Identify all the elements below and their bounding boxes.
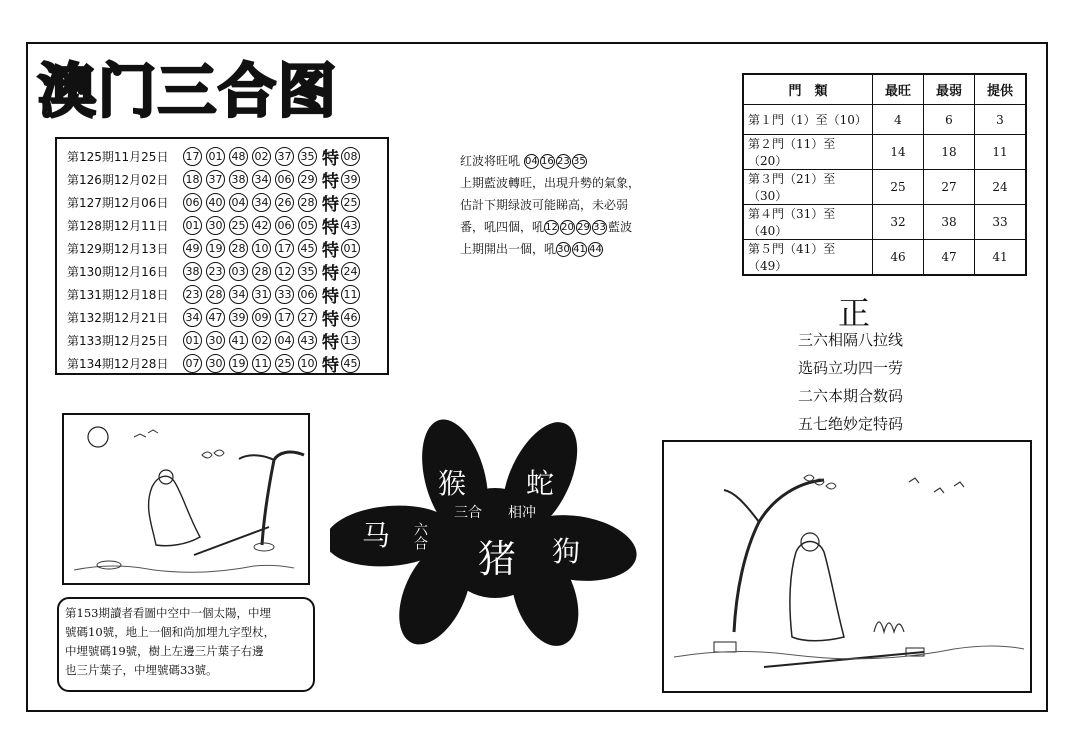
- hint-number-ball: 23: [556, 154, 571, 169]
- number-ball: 28: [298, 193, 317, 212]
- special-number-ball: 08: [341, 147, 360, 166]
- number-ball: 34: [252, 193, 271, 212]
- draw-label: 第126期12月02日: [67, 173, 169, 187]
- hint-number-ball: 30: [556, 242, 571, 257]
- number-ball: 02: [252, 331, 271, 350]
- riddle-line: 號碼10號，地上一個和尚加埋九字型杖，: [65, 625, 276, 639]
- draw-label: 第133期12月25日: [67, 334, 169, 348]
- number-ball: 01: [206, 147, 225, 166]
- grass-icon: [874, 622, 904, 632]
- draw-label: 第127期12月06日: [67, 196, 169, 210]
- hint-number-ball: 41: [572, 242, 587, 257]
- staff-icon: [194, 527, 269, 555]
- low-cell: 6: [924, 105, 975, 135]
- draw-row: [67, 260, 387, 283]
- number-ball: 01: [183, 216, 202, 235]
- number-ball: 07: [183, 354, 202, 373]
- poem: [798, 326, 903, 438]
- special-number-ball: 43: [341, 216, 360, 235]
- monk-figure-icon: [149, 476, 200, 546]
- gates-table-row: [743, 170, 1026, 205]
- hint-line-4-text: 番，吼四個，吼: [460, 220, 545, 234]
- number-ball: 41: [229, 331, 248, 350]
- number-ball: 28: [229, 239, 248, 258]
- hint-line-4: [460, 216, 680, 238]
- number-ball: 23: [206, 262, 225, 281]
- special-number-ball: 39: [341, 170, 360, 189]
- low-cell: 38: [924, 205, 975, 240]
- tree-icon: [262, 452, 304, 545]
- draw-row: [67, 145, 387, 168]
- low-cell: 27: [924, 170, 975, 205]
- special-number-ball: 45: [341, 354, 360, 373]
- hint-number-ball: 20: [560, 220, 575, 235]
- draw-label: 第134期12月28日: [67, 357, 169, 371]
- monk-illustration: [62, 413, 310, 585]
- special-label: 特: [322, 218, 339, 238]
- number-ball: 19: [206, 239, 225, 258]
- scholar-illustration: [662, 440, 1032, 693]
- special-number-ball: 46: [341, 308, 360, 327]
- label-xiangchong: 相冲: [508, 505, 536, 521]
- number-ball: 12: [275, 262, 294, 281]
- high-cell: 4: [873, 105, 924, 135]
- gate-cell: 第４門（31）至（40）: [743, 205, 873, 240]
- low-cell: 18: [924, 135, 975, 170]
- number-ball: 01: [183, 331, 202, 350]
- give-cell: 3: [975, 105, 1027, 135]
- draw-row: [67, 352, 387, 375]
- gate-cell: 第２門（11）至（20）: [743, 135, 873, 170]
- tree-icon: [734, 480, 824, 632]
- give-cell: 24: [975, 170, 1027, 205]
- high-cell: 25: [873, 170, 924, 205]
- zodiac-dog: 狗: [552, 535, 581, 568]
- number-ball: 04: [229, 193, 248, 212]
- special-label: 特: [322, 287, 339, 307]
- high-cell: 32: [873, 205, 924, 240]
- scholar-drawing: [664, 442, 1030, 691]
- number-ball: 47: [206, 308, 225, 327]
- number-ball: 38: [229, 170, 248, 189]
- label-sanhe: 三合: [454, 505, 482, 521]
- number-ball: 18: [183, 170, 202, 189]
- special-label: 特: [322, 149, 339, 169]
- draw-row: [67, 214, 387, 237]
- hint-number-ball: 35: [572, 154, 587, 169]
- number-ball: 34: [252, 170, 271, 189]
- number-ball: 06: [183, 193, 202, 212]
- draw-results-panel: [55, 137, 389, 375]
- special-label: 特: [322, 195, 339, 215]
- header-low: 最弱: [924, 74, 975, 105]
- monk-drawing: [64, 415, 308, 583]
- number-ball: 34: [229, 285, 248, 304]
- number-ball: 25: [275, 354, 294, 373]
- riddle-line: 中埋號碼19號，樹上左邊三片葉子右邊: [65, 644, 264, 658]
- riddle-line: 第153期讀者看圖中空中一個太陽，中埋: [65, 606, 271, 620]
- special-label: 特: [322, 264, 339, 284]
- draw-row: [67, 329, 387, 352]
- zodiac-pig: 猪: [478, 537, 517, 581]
- number-ball: 06: [275, 170, 294, 189]
- number-ball: 37: [275, 147, 294, 166]
- number-ball: 49: [183, 239, 202, 258]
- gate-cell: 第３門（21）至（30）: [743, 170, 873, 205]
- number-ball: 19: [229, 354, 248, 373]
- number-ball: 42: [252, 216, 271, 235]
- hint-line-4-suffix: 藍波: [608, 220, 633, 234]
- scholar-figure-icon: [790, 542, 844, 641]
- poem-line: 选码立功四一劳: [798, 359, 904, 377]
- hint-number-ball: 16: [540, 154, 555, 169]
- number-ball: 28: [206, 285, 225, 304]
- hint-line-1-text: 红波将旺吼: [460, 154, 521, 168]
- hint-line-5: [460, 238, 680, 260]
- draw-row: [67, 168, 387, 191]
- gates-table-row: [743, 240, 1026, 276]
- draw-label: 第131期12月18日: [67, 288, 169, 302]
- number-ball: 06: [298, 285, 317, 304]
- low-cell: 47: [924, 240, 975, 276]
- draw-row: [67, 237, 387, 260]
- high-cell: 46: [873, 240, 924, 276]
- number-ball: 35: [298, 147, 317, 166]
- number-ball: 02: [252, 147, 271, 166]
- header-gate: 門 類: [743, 74, 873, 105]
- special-number-ball: 13: [341, 331, 360, 350]
- hint-number-ball: 33: [592, 220, 607, 235]
- number-ball: 30: [206, 331, 225, 350]
- give-cell: 11: [975, 135, 1027, 170]
- hint-line-5-text: 上期開出一個，吼: [460, 242, 557, 256]
- hint-line-2: 上期藍波轉旺，出現升勢的氣象，: [460, 176, 641, 190]
- number-ball: 17: [275, 239, 294, 258]
- wave-hint-text: [460, 150, 680, 260]
- number-ball: 34: [183, 308, 202, 327]
- poem-line: 三六相隔八拉线: [798, 331, 904, 349]
- hint-number-ball: 29: [576, 220, 591, 235]
- special-label: 特: [322, 172, 339, 192]
- number-ball: 35: [298, 262, 317, 281]
- number-ball: 30: [206, 216, 225, 235]
- number-ball: 28: [252, 262, 271, 281]
- riddle-line: 也三片葉子，中埋號碼33號。: [65, 663, 218, 677]
- zodiac-snake: 蛇: [526, 467, 555, 500]
- sun-icon: [88, 427, 108, 447]
- number-ball: 31: [252, 285, 271, 304]
- number-ball: 03: [229, 262, 248, 281]
- give-cell: 41: [975, 240, 1027, 276]
- number-ball: 45: [298, 239, 317, 258]
- number-ball: 30: [206, 354, 225, 373]
- number-ball: 09: [252, 308, 271, 327]
- number-ball: 39: [229, 308, 248, 327]
- gate-cell: 第５門（41）至（49）: [743, 240, 873, 276]
- page-title: 澳门三合图: [38, 57, 339, 125]
- number-ball: 37: [206, 170, 225, 189]
- draw-label: 第130期12月16日: [67, 265, 169, 279]
- poem-heading: 正: [838, 294, 871, 332]
- number-ball: 25: [229, 216, 248, 235]
- draw-label: 第132期12月21日: [67, 311, 169, 325]
- gates-table-row: [743, 135, 1026, 170]
- special-number-ball: 25: [341, 193, 360, 212]
- number-ball: 27: [298, 308, 317, 327]
- label-liuhe: 六合: [412, 522, 428, 550]
- gate-cell: 第１門（1）至（10）: [743, 105, 873, 135]
- number-ball: 40: [206, 193, 225, 212]
- hint-number-ball: 12: [544, 220, 559, 235]
- number-ball: 33: [275, 285, 294, 304]
- special-number-ball: 11: [341, 285, 360, 304]
- number-ball: 17: [183, 147, 202, 166]
- hint-line-1: [460, 150, 680, 172]
- number-ball: 23: [183, 285, 202, 304]
- number-ball: 06: [275, 216, 294, 235]
- number-ball: 48: [229, 147, 248, 166]
- gates-table: [742, 73, 1027, 276]
- special-label: 特: [322, 333, 339, 353]
- number-ball: 26: [275, 193, 294, 212]
- special-number-ball: 24: [341, 262, 360, 281]
- riddle-box: [57, 597, 315, 692]
- special-label: 特: [322, 241, 339, 261]
- gates-table-row: [743, 105, 1026, 135]
- number-ball: 10: [252, 239, 271, 258]
- number-ball: 29: [298, 170, 317, 189]
- poem-line: 五七绝妙定特码: [798, 415, 904, 433]
- special-label: 特: [322, 356, 339, 376]
- number-ball: 05: [298, 216, 317, 235]
- header-high: 最旺: [873, 74, 924, 105]
- give-cell: 33: [975, 205, 1027, 240]
- number-ball: 17: [275, 308, 294, 327]
- number-ball: 10: [298, 354, 317, 373]
- number-ball: 43: [298, 331, 317, 350]
- number-ball: 11: [252, 354, 271, 373]
- draw-row: [67, 191, 387, 214]
- header-give: 提供: [975, 74, 1027, 105]
- special-label: 特: [322, 310, 339, 330]
- hint-number-ball: 44: [588, 242, 603, 257]
- hint-line-3: 估計下期绿波可能睇高，未必弱: [460, 198, 629, 212]
- poem-line: 二六本期合数码: [798, 387, 904, 405]
- book-icon: [714, 642, 736, 652]
- zodiac-horse: 马: [362, 519, 391, 552]
- draw-label: 第129期12月13日: [67, 242, 169, 256]
- gates-table-row: [743, 205, 1026, 240]
- number-ball: 04: [275, 331, 294, 350]
- draw-row: [67, 283, 387, 306]
- number-ball: 38: [183, 262, 202, 281]
- draw-label: 第125期11月25日: [67, 150, 169, 164]
- high-cell: 14: [873, 135, 924, 170]
- zodiac-flower: [330, 418, 640, 648]
- draw-label: 第128期12月11日: [67, 219, 169, 233]
- special-number-ball: 01: [341, 239, 360, 258]
- gates-table-header: [743, 74, 1026, 105]
- zodiac-monkey: 猴: [438, 467, 467, 500]
- hint-number-ball: 04: [524, 154, 539, 169]
- draw-row: [67, 306, 387, 329]
